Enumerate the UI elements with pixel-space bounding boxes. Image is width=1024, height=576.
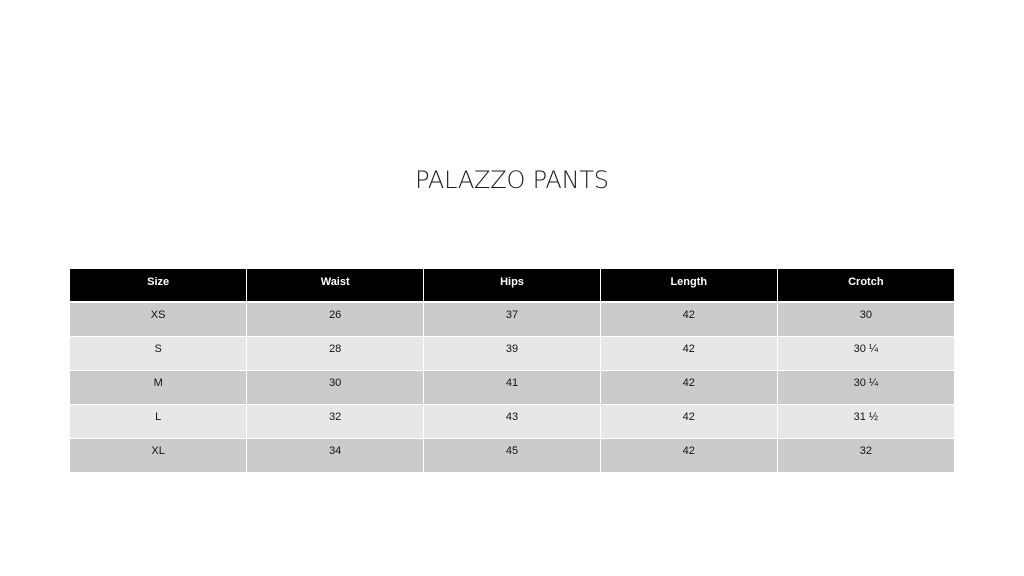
table-row: [70, 438, 954, 472]
cell-crotch: 30 ¼: [777, 336, 954, 370]
cell-waist: 30: [247, 370, 424, 404]
table-row: [70, 370, 954, 404]
cell-length: 42: [600, 336, 777, 370]
cell-hips: 45: [424, 438, 601, 472]
cell-hips: 37: [424, 302, 601, 336]
table-row: [70, 404, 954, 438]
cell-length: 42: [600, 404, 777, 438]
cell-hips: 43: [424, 404, 601, 438]
header-length: Length: [600, 269, 777, 302]
cell-length: 42: [600, 438, 777, 472]
size-chart-table: [70, 269, 954, 473]
cell-crotch: 30 ¼: [777, 370, 954, 404]
cell-size: M: [70, 370, 247, 404]
cell-hips: 39: [424, 336, 601, 370]
table-row: [70, 302, 954, 336]
cell-size: L: [70, 404, 247, 438]
header-hips: Hips: [424, 269, 601, 302]
cell-waist: 26: [247, 302, 424, 336]
cell-waist: 32: [247, 404, 424, 438]
page-title: PALAZZO PANTS: [415, 166, 609, 194]
table-row: [70, 336, 954, 370]
cell-length: 42: [600, 302, 777, 336]
header-size: Size: [70, 269, 247, 302]
cell-crotch: 30: [777, 302, 954, 336]
header-crotch: Crotch: [777, 269, 954, 302]
table-header-row: [70, 269, 954, 302]
cell-size: S: [70, 336, 247, 370]
cell-crotch: 31 ½: [777, 404, 954, 438]
cell-waist: 28: [247, 336, 424, 370]
cell-length: 42: [600, 370, 777, 404]
cell-crotch: 32: [777, 438, 954, 472]
cell-waist: 34: [247, 438, 424, 472]
cell-hips: 41: [424, 370, 601, 404]
cell-size: XL: [70, 438, 247, 472]
header-waist: Waist: [247, 269, 424, 302]
cell-size: XS: [70, 302, 247, 336]
